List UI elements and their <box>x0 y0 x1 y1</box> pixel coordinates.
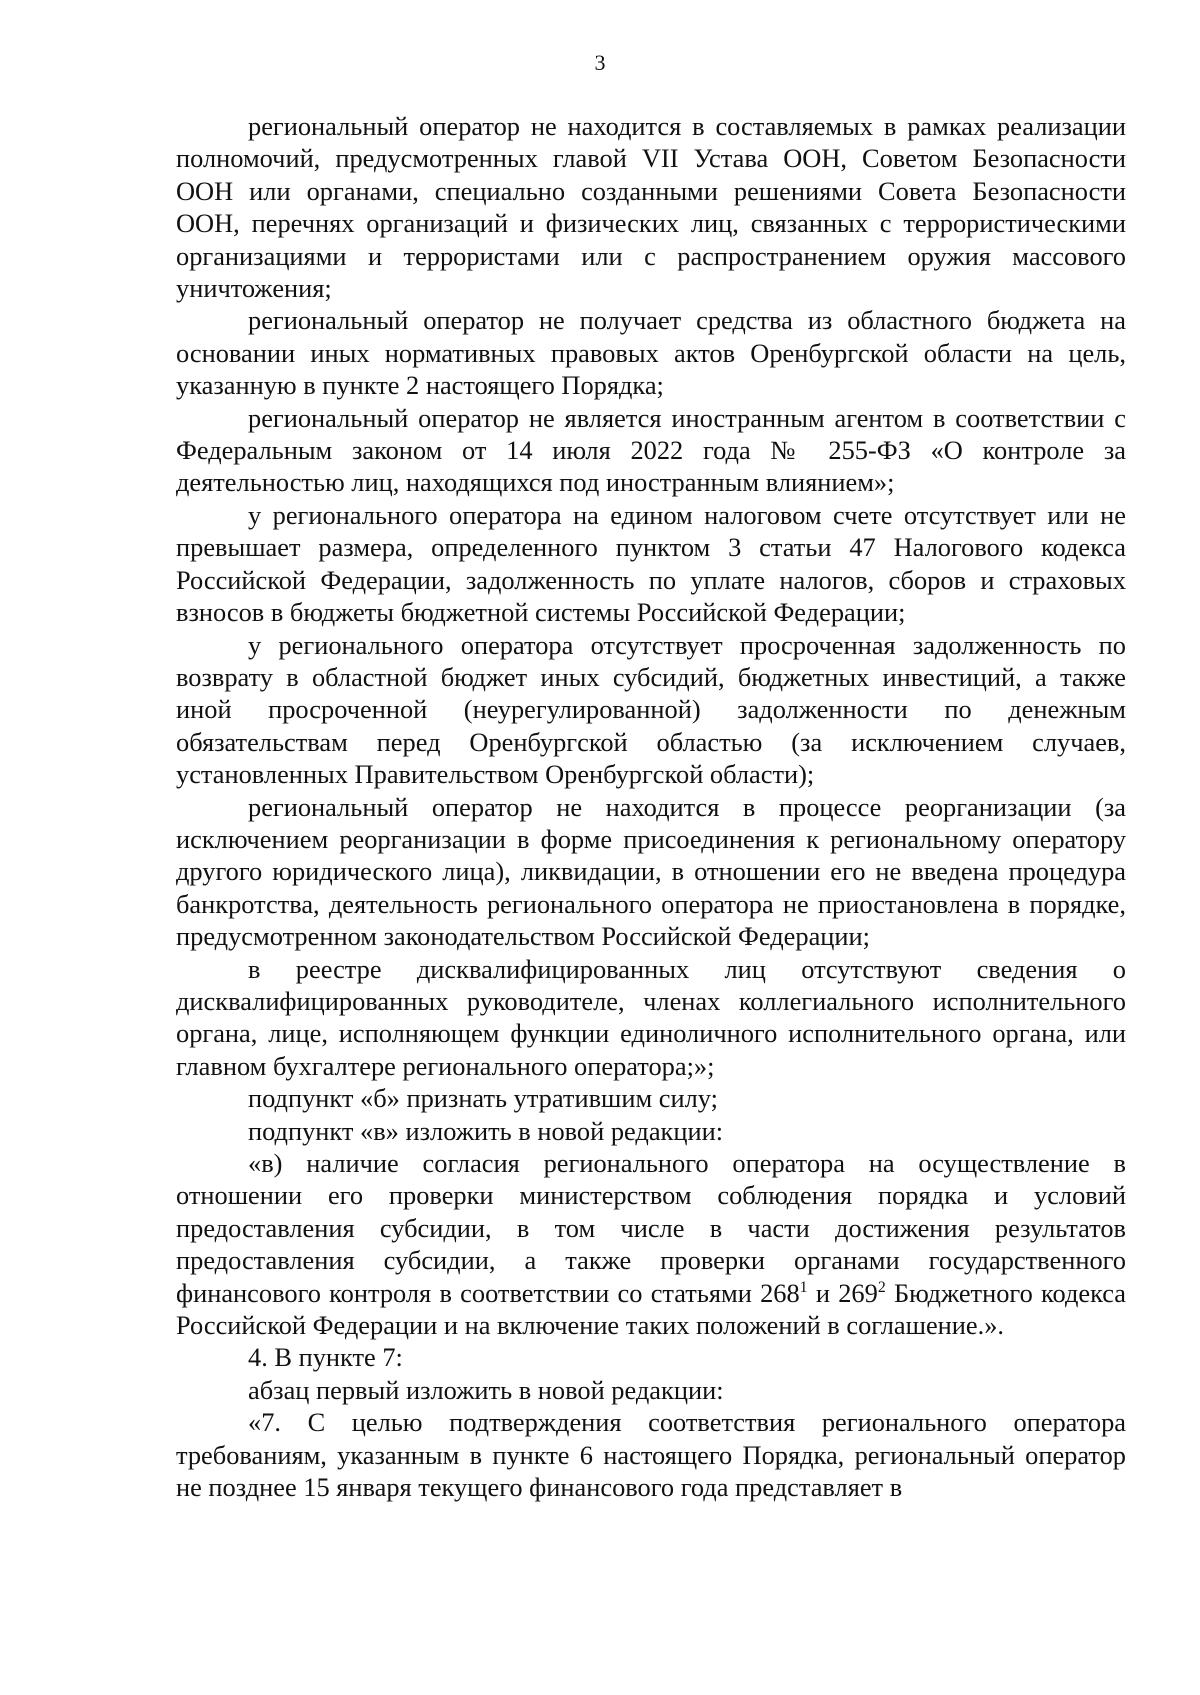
text-run: Бюджетного кодекса Российской Федерации и на включение таких положений в соглашение.». <box>176 1277 1126 1341</box>
paragraph: подпункт «б» признать утратившим силу; <box>248 1083 718 1114</box>
paragraph: региональный оператор не является иностранным агентом в соответствии с Федеральным законом от 14 июля 2022 года № 255-ФЗ «О контроле за деятельностью лиц, находящихся под иностранным влиянием»; <box>176 402 1126 498</box>
paragraph: региональный оператор не находится в составляемых в рамках реализации полномочий, предусмотренных главой VII Устава ООН, Советом Безопасности ООН или органами, специально созданными решениями Совета Безопасности ООН, перечнях организаций и физических лиц, связанных с террористическими организациями и террористами или с распространением оружия массового уничтожения; <box>176 111 1126 304</box>
paragraph: 4. В пункте 7: <box>248 1342 403 1373</box>
paragraph: региональный оператор не получает средства из областного бюджета на основании иных нормативных правовых актов Оренбургской области на цель, указанную в пункте 2 настоящего Порядка; <box>176 305 1126 401</box>
paragraph-with-superscripts <box>176 1147 1126 1341</box>
text-run: «в) наличие согласия регионального оператора на осуществление в отношении его проверки министерством соблюдения порядка и условий предоставления субсидии, в том числе в части достижения результатов предоставления субсидии, а также проверки органами государственного финансового контроля в соответствии со статьями 268 <box>176 1148 1126 1308</box>
page-number: 3 <box>594 50 606 75</box>
paragraph: подпункт «в» изложить в новой редакции: <box>248 1115 724 1146</box>
paragraph: абзац первый изложить в новой редакции: <box>248 1374 724 1405</box>
paragraph: у регионального оператора отсутствует просроченная задолженность по возврату в областной бюджет иных субсидий, бюджетных инвестиций, а также иной просроченной (неурегулированной) задолженности по денежным обязательствам перед Оренбургской областью (за исключением случаев, установленных Правительством Оренбургской области); <box>176 629 1126 790</box>
paragraph: у регионального оператора на едином налоговом счете отсутствует или не превышает размера, определенного пунктом 3 статьи 47 Налогового кодекса Российской Федерации, задолженность по уплате налогов, сборов и страховых взносов в бюджеты бюджетной системы Российской Федерации; <box>176 499 1126 628</box>
document-body <box>176 110 1126 1503</box>
superscript: 2 <box>877 1278 886 1296</box>
paragraph: региональный оператор не находится в процессе реорганизации (за исключением реорганизации в форме присоединения к региональному оператору другого юридического лица), ликвидации, в отношении его не введена процедура банкротства, деятельность регионального оператора не приостановлена в порядке, предусмотренном законодательством Российской Федерации; <box>176 791 1126 952</box>
paragraph: «7. С целью подтверждения соответствия регионального оператора требованиям, указанным в пункте 6 настоящего Порядка, региональный оператор не позднее 15 января текущего финансового года представляет в <box>176 1407 1126 1503</box>
paragraph: в реестре дисквалифицированных лиц отсутствуют сведения о дисквалифицированных руководителе, членах коллегиального исполнительного органа, лице, исполняющем функции единоличного исполнительного органа, или главном бухгалтере регионального оператора;»; <box>176 953 1126 1081</box>
text-run: и 269 <box>807 1277 878 1308</box>
superscript: 1 <box>799 1278 808 1296</box>
